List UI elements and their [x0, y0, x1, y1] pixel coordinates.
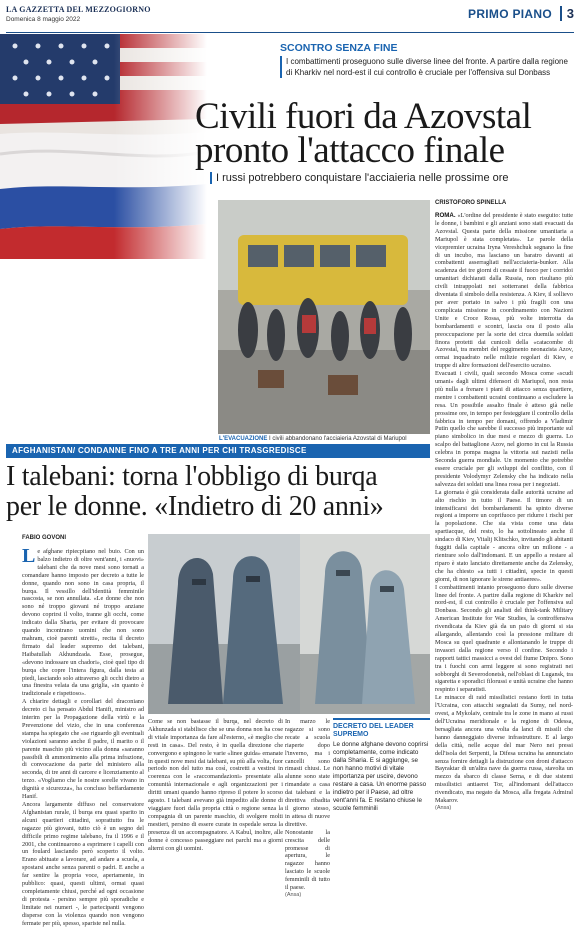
- issue-date: Domenica 8 maggio 2022: [6, 16, 81, 23]
- second-paragraph: Le afghane ripiecpitano nel buio. Con un balzo indietro di oltre vent'anni, i «nuovi» talebani che da nove mesi sono tornati a comandare hanno imposto per decreto a tutte le donne, quando non sono in casa propria, il burqa. Il vessillo dell'identità femminile nascosta, se non annullata. «Le donne che non sono né troppo giovani né troppo anziane devono coprirsi il volto, tranne gli occhi, come indicato dalla Sharia, per evitare di provocare quando incontrano uomini che non sono mahram, cioè parenti stretti», recita il decreto firmato dal leader supremo dei talebani, Haibatullah Akhundzada. Esse, prosegue, «devono indossare un chadori», cioè quel tipo di burqa che copre l'intera figura, dalla testa ai piedi, lasciando solo attraverso gli occhi dietro a una finestra velata da una griglia, «in quanto è tradizionale e rispettoso».: [22, 545, 144, 698]
- main-intro: I combattimenti proseguono sulle diverse linee del fronte. A partire dalla regione di Kharkiv nel nord-est il cui controllo è cruciale per l'offensiva sul Donbass: [280, 56, 570, 78]
- evacuation-photo-caption: [219, 436, 429, 442]
- main-paragraph: I combattimenti intanto proseguono duro sulle diverse linee del fronte. A partire dalla regione di Kharkiv nel nord-est, il cui controllo è cruciale per l'offensiva sul Donbass. Secondo gli analisti del think-tank Military American Institute for War Studies, la controffensiva rivendicata da Kiev già da un paio di giorni si sta allargando, allentando così la pressione militare di Mosca su quel quadrante e allontanando le truppe di invasori dalla regione verso il confine. Secondo i rapporti tattici massicci a ovest del fiume Dnipro. Sono tra i fuochi con armi leggere si sono registrati nei sobborghi di Severodonetsk, nell'oblast di Lugansk, tra sigaretta e sporadici filorussi e unità ucraine che hanno respinto i separatisti.: [435, 583, 573, 694]
- main-paragraph: La giornata è già considerata dalle autorità ucraine ad alto rischio in tutto il Paese. Il timore di un intensificarsi dei bombardamenti ha spinto diverse regioni a imporre un coprifuoco per ridurre i rischi per la popolazione. Che sia vista come una data spartiacque, del resto, lo ha sottolineato anche il sindaco di Kiev, Vitalij Klitschko, invitando gli abitanti fuggiti dalla capitale - ancora oltre un milione - a rientrare solo dall'indomani. E un appello a restare al riparo è stato lanciato direttamente anche da Zelensky, che ha chiesto «a tutti i cittadini, specie in questi giorni, di non ignorare le sirene antiaeree».: [435, 488, 573, 583]
- decree-box-title: DECRETO DEL LEADER SUPREMO: [333, 723, 414, 738]
- second-byline: FABIO GOVONI: [22, 535, 67, 541]
- drop-cap: L: [22, 545, 36, 567]
- flags-photo: [0, 34, 207, 259]
- dateline: ROMA.: [435, 212, 456, 219]
- burqa-photo-right: [300, 534, 430, 714]
- main-paragraph: ROMA. «L'ordine del presidente è stato eseguito: tutte le donne, i bambini e gli anziani sono stati evacuati da Azovstal. Questa parte della missione umanitaria a Mariupol è stata completata». Le parole della vicepremier ucraina Iryna Vereshchuk segnano la fine di un incubo, ma lasciano un baratro davanti ai combattenti asserragliati nell'acciaieria-bunker. Alla scadenza dei tre giorni di cessate il fuoco per i corridoi umanitari dichiarati dalla Russia, non risultano più civili intrappolati nei sotterranei della fabbrica diventata il simbolo della resistenza. A Kiev, il sollievo per aver portato in salvo i più fragili con una complicata missione in coordinamento con Nazioni Unite e Croce Rossa, più volte interrotta da bombardamenti e scontri, lascia ora il posto alla preoccupazione per la sorte dei circa duemila soldati finora protetti dai cunicoli della «catacombe di Azovstal, tra membri del reggimento neonazista Azov, ormai inquadrato nelle milizie regolari di Kiev, e truppe di altre formazioni dell'esercito ucraino.: [435, 212, 574, 370]
- newspaper-name: LA GAZZETTA DEL MEZZOGIORNO: [6, 5, 151, 14]
- decree-box-text: Le donne afghane devono coprirsi completamente, come indicato dalla Sharia. E si aggiunge, se non hanno motivi di vitale importanza per uscire, devono restare a casa. Un enorme passo indietro per il Paese, ad oltre vent'anni fa. E restano chiuse le scuole femminili: [333, 741, 429, 812]
- second-article-body: [22, 545, 144, 927]
- second-paragraph: Ancora largamente diffuso nel conservatore Afghanistan rurale, il burqa era quasi sparito in alcuni quartieri cittadini, soprattutto fra le ragazze più giovani, tutto ciò è un segno del difficile primo regime talebano, fra il 1996 e il 2001, che continuarono a esprimere i capelli con un foulard lasciando però scoperto il volto. Erano abituate a lavorare, ad andare a scuola, a spostarsi anche senza parenti o padri. E anche a far sentire la propria voce, apertamente, in pubblico: quasi, questi ultimi, ormai quasi completamente chiusi, perché ad ogni occasione di protesta - persino sempre più sporadiche e limitate nei numeri -, le partecipanti vengono disperse con la violenza quando non vengono fermate per più, spesso, spariste nel nulla.: [22, 801, 144, 927]
- main-headline-line-1: Civili fuori da Azovstal: [195, 96, 532, 137]
- second-paragraph: A chiarire dettagli e corollari del draconiano decreto ci ha pensato Abdul Hanifi, ministro ad interim per la Propagazione della virtù e la Prevenzione del vizio, che in una conferenza stampa ha spiegato che «se riguardo gli eventuali violazioni saranno anche il padre, il marito o il parente maschio più vicino alla donna «saranno passibili di ammonimento alla prima infrazione, di convocazione da parte del ministero alla seconda, di tre anni di carcere e licenziamento al terzo. «Vogliamo che le nostre sorelle vivano in dignità e sicurezza», ha concluso beffardamente Hanif.: [22, 698, 144, 801]
- main-byline: CRISTOFORO SPINELLA: [435, 200, 507, 206]
- main-article-body: [435, 212, 573, 824]
- section-title: PRIMO PIANO: [468, 7, 552, 21]
- caption-text: I civili abbandonano l'acciaieria Azovstal di Mariupol: [269, 436, 407, 442]
- second-signature: (Ansa): [285, 891, 302, 898]
- second-paragraph: In marzo le ragazze si sono recate a scuola riaperte dopo l'inverno, ma i cancelli sono rimasti chiusi. Le alunne sono state rimandate a casa dai talebani e la direttiva ribadita il giorno stesso, in attesa di nuove direttive. Nonostante la crescita delle promesse di apertura, le ragazze hanno lasciato le scuole femminili di tutto il paese.: [285, 718, 330, 892]
- masthead: [6, 3, 574, 33]
- section-band-text: AFGHANISTAN/ CONDANNE FINO A TRE ANNI PER CHI TRASGREDISCE: [12, 446, 307, 455]
- main-headline-line-2: pronto l'attacco finale: [195, 130, 505, 171]
- main-paragraph: Evacuati i civili, quali secondo Mosca come «scudi umani» dagli ultimi difensori di Mariupol, non resta più nulla a frenare i piani di attacco senza quartiere, mentre i combattenti ucraini continuano a escludere la resa. Un possibile assalto finale è atteso già nelle prossime ore, in tempo per festeggiare il controllo della fabbrica in tempo per domani, offrendo a Vladimir Putin quello che sarebbe il successo più importante sul piano simbolico in due mesi e mezzo di guerra. Lo scalpo del battaglione Azov, nel giorno in cui la Russia celebra in pompa magna la vittoria sui nazisti nella Seconda guerra mondiale. Un momento che potrebbe essere cruciale per gli sviluppi del conflitto, con il presidente Volodymyr Zelensky che ha indicato nella salvezza dei soldati una linea rossa per i negoziati.: [435, 370, 573, 488]
- section-band: [6, 444, 430, 458]
- second-headline: [6, 462, 430, 522]
- evacuation-photo: [218, 200, 430, 434]
- decree-sidebar-box: [333, 718, 430, 828]
- burqa-photo-left: [148, 534, 300, 714]
- main-subheadline: I russi potrebbero conquistare l'acciaieria nelle prossime ore: [210, 172, 580, 184]
- main-signature: (Ansa): [435, 804, 452, 811]
- second-article-continued: [148, 718, 283, 852]
- page-number: 3: [560, 6, 574, 21]
- second-headline-line-2: per le donne. «Indietro di 20 anni»: [6, 491, 384, 522]
- second-headline-line-1: I talebani: torna l'obbligo di burqa: [6, 461, 378, 492]
- main-paragraph: Le minacce di raid missilistici restano forti in tutta l'Ucraina, con attacchi segnalati da Sumy, nel nord-ovest, a Mykolaiv, centrale tra le zone in mano ai russi dell'Ucraina meridionale e la regione di Odessa, bersagliata ancora una volta da lanci di missili che hanno danneggiato diverse infrastrutture. E al largo della città, nelle acque del mar Nero nei pressi dell'isola dei Serpenti, la Difesa ucraina ha annunciato senza fornire dettagli la distruzione con droni d'attacco Bayraktar di un'altra nave da guerra russa, stavolta un mezzo da sbarco di classe Serna, e di due sistemi missilistici antiaerei Tor, all'indomani dell'attacco rivendicato, ma negato da Mosca, alla fregata Admiral Makarov.: [435, 694, 573, 805]
- second-article-continued-2: [285, 718, 330, 898]
- main-kicker: SCONTRO SENZA FINE: [280, 42, 398, 54]
- second-paragraph: Come se non bastasse il burqa, nel decreto di Akhunzada si stabilisce che se una donna non ha cose di vitale importanza da fare all'esterno, «è meglio che resti in casa». Del resto, è in quella direzione che convergono e spingono le varie «linee guida» emanate in questi nove mesi dai talebani, su più alla volta, fuor periodo non del tutto ma così, costretti a vestirsi in coerenza con le «raccomandazioni» presentate alla comunità internazionale e agli organizzazioni per i diritti umani quando hanno ripreso il potere lo scorso agosto. I talebani avevano già impedito alle donne di viaggiare fuori dalla propria città o regione senza la compagnia di un parente maschio, di svolgere molti mestieri, persino di essere curate in ospedale senza la presenza di un accompagnatore. A Kabul, inoltre, alle donne è concesso passeggiare nei parchi ma a giorni alterni con gli uomini.: [148, 718, 283, 852]
- main-headline: [195, 96, 575, 171]
- caption-label: L'EVACUAZIONE: [219, 436, 268, 442]
